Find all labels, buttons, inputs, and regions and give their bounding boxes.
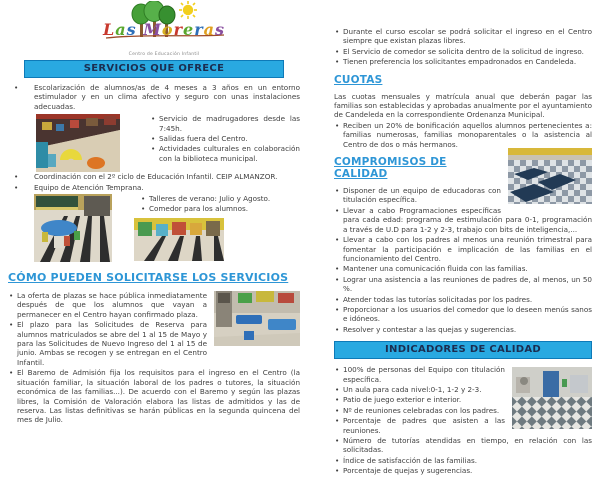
list-item: • El Baremo de Admisión fija los requisitos para el ingreso en el Centro (la situación familiar, la situación laboral de los padres o tutores, la situación económica de las familias...). De acuerdo con el Baremo y según las plazas libres, la Comisión de Valoración elabora las listas de admitidos y las de reserva. Las listas definitivas se harán públicas en la segunda quincena del mes de Julio. [8,368,300,424]
list-item: • Servicio de madrugadores desde las 7:45h. [150,114,300,133]
list-item: • Patio de juego exterior e interior. [334,395,592,404]
list-item: • Salidas fuera del Centro. [150,134,300,143]
how-to-request-heading: CÓMO PUEDEN SOLICITARSE LOS SERVICIOS [8,271,289,285]
quality-indicators-list [334,365,592,475]
services-list-1 [150,114,300,164]
list-item: • Número de tutorías atendidas en tiempo, en relación con las solicitadas. [334,436,592,455]
list-item: • El Servicio de comedor se solicita dentro de la solicitud de ingreso. [334,47,592,56]
list-item: • Talleres de verano: Julio y Agosto. [140,194,298,203]
list-item: • Lograr una asistencia a las reuniones de padres de, al menos, un 50 %. [334,275,592,294]
list-item: • El plazo para las Solicitudes de Reserva para alumnos matriculados se abre del 1 al 15 de Mayo y para las Solicitudes de Nuevo Ingreso del 1 al 15 de junio. Ambas se recogen y se entregan en el Centro Infantil. [8,320,300,367]
services-row-2 [8,194,300,262]
quality-indicators-section [334,365,592,476]
list-item: • Porcentaje de padres que asisten a las reuniones. [334,416,592,435]
right-column [334,0,592,477]
photo-classroom-striped-floor [134,218,224,261]
logo [74,1,254,58]
quality-commitments-section [334,156,592,335]
list-item: • Reciben un 20% de bonificación aquellos alumnos pertenecientes a: familias numerosas, familias monoparentales o la asistencia al Centro de dos o más hermanos. [334,121,592,149]
list-item: • Porcentaje de quejas y sugerencias. [334,466,592,475]
how-to-request-section [8,291,300,426]
logo-title: Las Moreras [102,20,226,39]
admission-notes-list [334,27,592,67]
services-intro-list [8,83,300,111]
column-gutter [300,0,334,477]
list-item: • Nº de reuniones celebradas con los padres. [334,406,592,415]
list-item: • Índice de satisfacción de las familias. [334,456,592,465]
quality-commitments-list [334,186,592,334]
list-item: • Escolarización de alumnos/as de 4 meses a 3 años en un entorno estimulador y en un clima afectivo y seguro con unas instalaciones adecuadas. [8,83,300,111]
photo-classroom-round-table [34,194,112,262]
services-row-2-right [140,194,298,261]
list-item: • Disponer de un equipo de educadoras con titulación específica. [334,186,592,205]
services-list-3 [140,194,298,214]
list-item: • Llevar a cabo con los padres al menos una reunión trimestral para fomentar la participación e implicación de las familias en el funcionamiento del Centro. [334,235,592,263]
quality-commitments-heading: COMPROMISOS DE CALIDAD [334,156,447,181]
left-column [8,0,300,477]
list-item: • Comedor para los alumnos. [140,204,298,213]
services-list-2 [8,172,300,192]
logo-subtitle: Centro de Educación Infantil [128,52,200,57]
list-item: • Equipo de Atención Temprana. [8,183,300,192]
list-item: • 100% de personas del Equipo con titulación específica. [334,365,592,384]
list-item: • La oferta de plazas se hace pública inmediatamente después de que los alumnos que vayan a permanecer en el Centro hayan confirmado plaza. [8,291,300,319]
photo-playroom [36,114,120,172]
list-item: • Actividades culturales en colaboración con la biblioteca municipal. [150,144,300,163]
list-item: • Proporcionar a los usuarios del comedor que lo deseen menús sanos e idóneos. [334,305,592,324]
list-item: • Mantener una comunicación fluida con las familias. [334,264,592,273]
fees-paragraph: Las cuotas mensuales y matrícula anual que deberán pagar las familias son establecidas y aprobadas anualmente por el ayuntamiento de Candeleda en la correspondiente Ordenanza Municipal. [334,91,592,120]
list-item: • Durante el curso escolar se podrá solicitar el ingreso en el Centro siempre que existan plazas libres. [334,27,592,46]
list-item: • Atender todas las tutorías solicitadas por los padres. [334,295,592,304]
list-item: • Coordinación con el 2º ciclo de Educación Infantil. CEIP ALMANZOR. [8,172,300,181]
services-banner: SERVICIOS QUE OFRECE [24,60,284,78]
quality-indicators-banner: INDICADORES DE CALIDAD [334,341,592,359]
list-item: • Llevar a cabo Programaciones específicas para cada edad: programa de estimulación para 0-1, programación a través de U.D para 1-2 y 2-3, trabajo con bits de inteligencia,... [334,206,592,234]
list-item: • Tienen preferencia los solicitantes empadronados en Candeleda. [334,57,592,66]
list-item: • Resolver y contestar a las quejas y sugerencias. [334,325,592,334]
list-item: • Un aula para cada nivel:0-1, 1-2 y 2-3. [334,385,592,394]
services-row-1 [8,114,300,172]
how-to-request-list [8,291,300,425]
fees-heading: CUOTAS [334,73,383,86]
fees-list [334,121,592,149]
